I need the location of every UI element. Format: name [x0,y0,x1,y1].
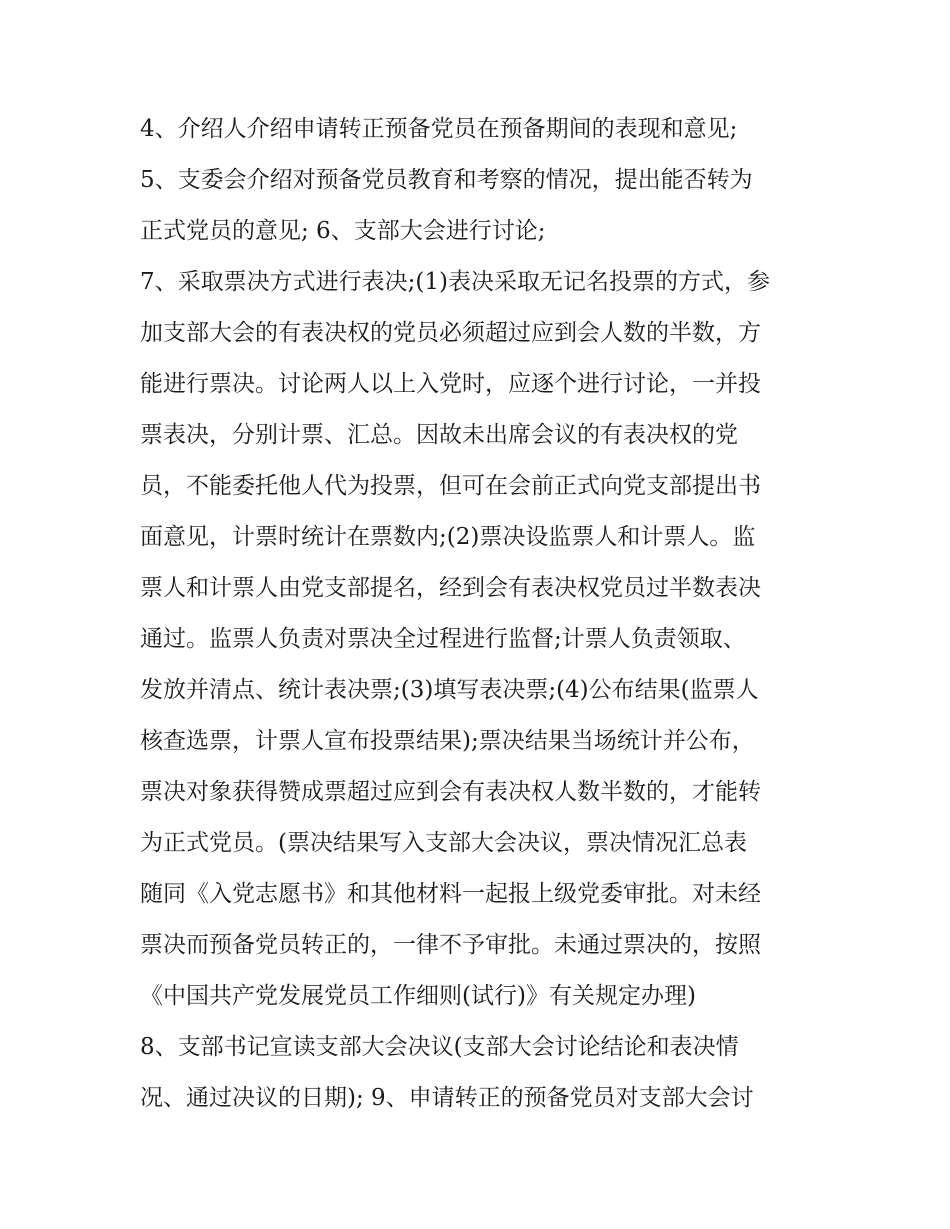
text-line: 面意见，计票时统计在票数内;(2)票决设监票人和计票人。监 [140,524,756,550]
text-line: 8、支部书记宣读支部大会决议(支部大会讨论结论和表决情 [140,1034,739,1060]
text-line: 5、支委会介绍对预备党员教育和考察的情况，提出能否转为 [140,167,753,193]
text-line: 员，不能委托他人代为投票，但可在会前正式向党支部提出书 [140,473,761,499]
text-line: 况、通过决议的日期); 9、申请转正的预备党员对支部大会讨 [140,1085,754,1111]
body-text [140,104,820,1124]
text-line: 票表决，分别计票、汇总。因故未出席会议的有表决权的党 [140,422,738,448]
text-line: 为正式党员。(票决结果写入支部大会决议，票决情况汇总表 [140,830,747,856]
text-line: 随同《入党志愿书》和其他材料一起报上级党委审批。对未经 [140,881,761,907]
text-line: 《中国共产党发展党员工作细则(试行)》有关规定办理) [140,983,696,1009]
text-line: 核查选票，计票人宣布投票结果);票决结果当场统计并公布， [140,728,755,754]
text-line: 正式党员的意见; 6、支部大会进行讨论; [140,218,546,244]
text-line: 能进行票决。讨论两人以上入党时，应逐个进行讨论，一并投 [140,371,761,397]
text-line: 票决对象获得赞成票超过应到会有表决权人数半数的，才能转 [140,779,761,805]
text-line: 通过。监票人负责对票决全过程进行监督;计票人负责领取、 [140,626,746,652]
text-line: 7、采取票决方式进行表决;(1)表决采取无记名投票的方式，参 [140,269,770,295]
text-line: 票人和计票人由党支部提名，经到会有表决权党员过半数表决 [140,575,761,601]
text-line: 发放并清点、统计表决票;(3)填写表决票;(4)公布结果(监票人 [140,677,759,703]
text-line: 票决而预备党员转正的，一律不予审批。未通过票决的，按照 [140,932,761,958]
text-line: 加支部大会的有表决权的党员必须超过应到会人数的半数，方 [140,320,761,346]
text-line: 4、介绍人介绍申请转正预备党员在预备期间的表现和意见; [140,116,738,142]
